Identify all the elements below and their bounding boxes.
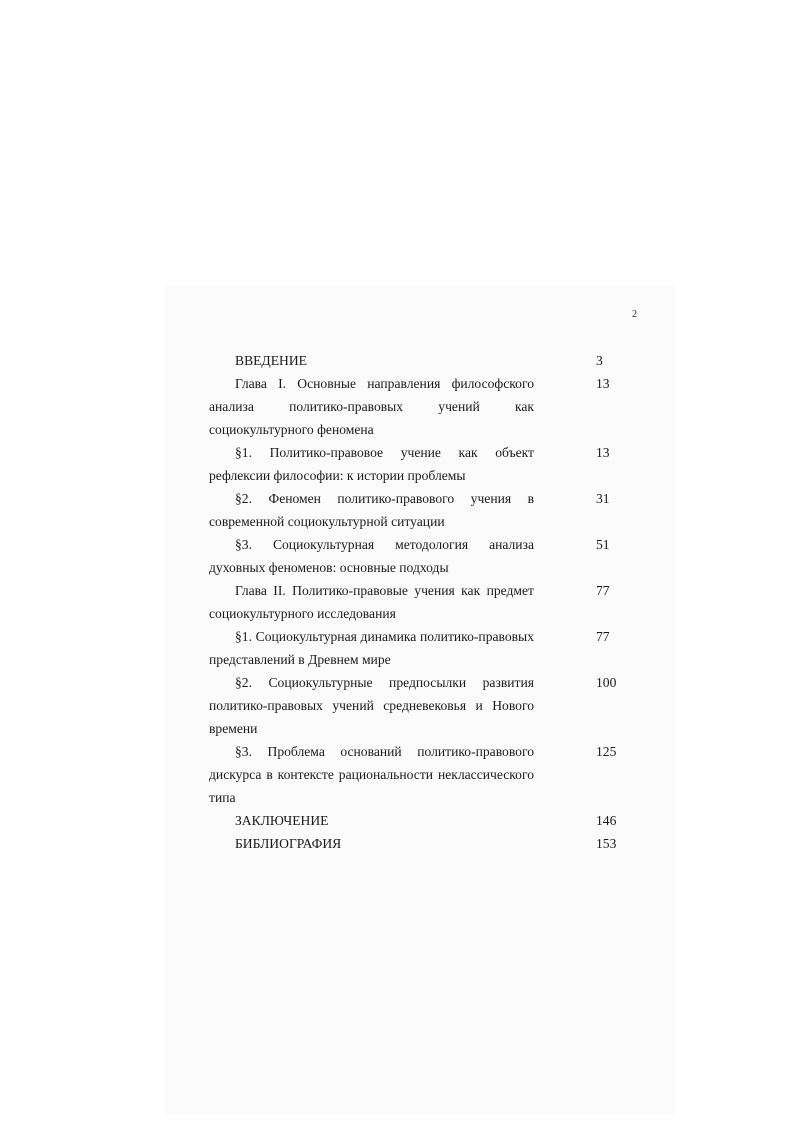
toc-entry-ch1-sec2	[209, 487, 624, 533]
toc-entry-title: Глава II. Политико-правовые учения как предмет социокультурного исследования	[209, 583, 534, 621]
toc-entry-ch2-sec1	[209, 625, 624, 671]
page-number: 2	[632, 309, 637, 320]
toc-entry-title: §3. Проблема оснований политико-правового дискурса в контексте рациональности неклассического типа	[209, 744, 534, 805]
toc-entry-bibliography	[209, 832, 624, 855]
toc-entry-title: §1. Социокультурная динамика политико-правовых представлений в Древнем мире	[209, 629, 534, 667]
toc-entry-title: БИБЛИОГРАФИЯ	[235, 836, 342, 851]
toc-entry-page: 100	[596, 675, 617, 690]
toc-entry-conclusion	[209, 809, 624, 832]
toc-entry-page: 146	[596, 813, 617, 828]
toc-entry-page: 13	[596, 445, 610, 460]
toc-entry-page: 153	[596, 836, 617, 851]
toc-entry-page: 77	[596, 583, 610, 598]
toc-entry-introduction	[209, 349, 624, 372]
toc-entry-page: 51	[596, 537, 610, 552]
toc-entry-chapter-2	[209, 579, 624, 625]
toc-entry-title: Глава I. Основные направления философского анализа политико-правовых учений как социокультурного феномена	[209, 376, 534, 437]
toc-entry-ch1-sec3	[209, 533, 624, 579]
toc-entry-ch2-sec3	[209, 740, 624, 809]
toc-entry-page: 3	[596, 353, 603, 368]
toc-entry-page: 31	[596, 491, 610, 506]
toc-entry-title: §3. Социокультурная методология анализа духовных феноменов: основные подходы	[209, 537, 534, 575]
toc-entry-title: ВВЕДЕНИЕ	[235, 353, 307, 368]
table-of-contents	[209, 349, 624, 855]
toc-entry-title: ЗАКЛЮЧЕНИЕ	[235, 813, 329, 828]
toc-entry-ch2-sec2	[209, 671, 624, 740]
toc-entry-page: 77	[596, 629, 610, 644]
toc-entry-title: §1. Политико-правовое учение как объект рефлексии философии: к истории проблемы	[209, 445, 534, 483]
toc-entry-title: §2. Феномен политико-правового учения в современной социокультурной ситуации	[209, 491, 534, 529]
toc-entry-chapter-1	[209, 372, 624, 441]
toc-entry-page: 125	[596, 744, 617, 759]
toc-entry-title: §2. Социокультурные предпосылки развития политико-правовых учений средневековья и Нового времени	[209, 675, 534, 736]
toc-entry-ch1-sec1	[209, 441, 624, 487]
toc-entry-page: 13	[596, 376, 610, 391]
